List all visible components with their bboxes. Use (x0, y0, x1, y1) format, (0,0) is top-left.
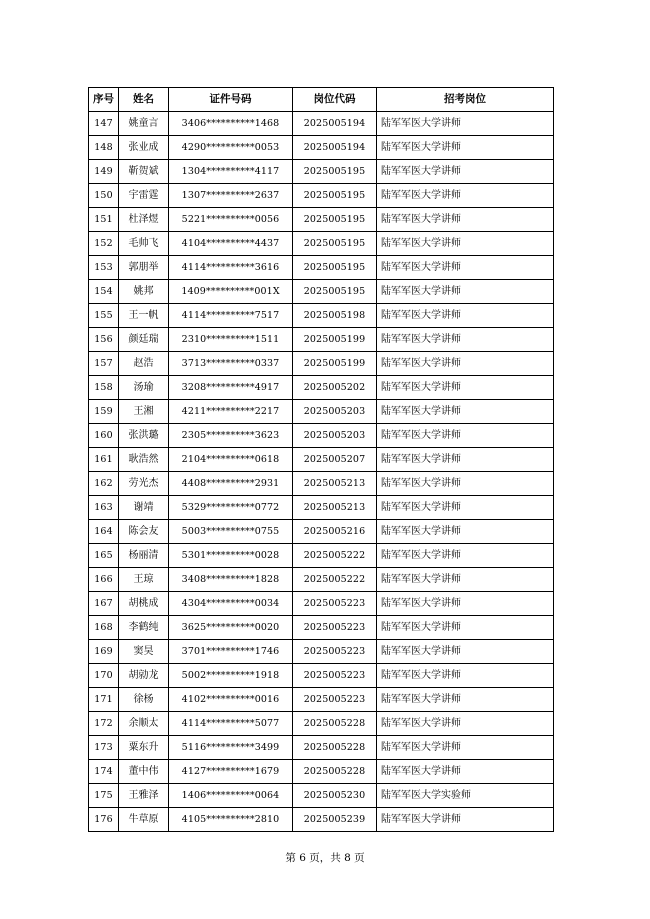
cell-id-number: 4408**********2931 (169, 472, 293, 496)
cell-name: 王琼 (119, 568, 169, 592)
cell-name: 王雅泽 (119, 784, 169, 808)
cell-post-code: 2025005216 (293, 520, 377, 544)
cell-seq: 152 (89, 232, 119, 256)
cell-seq: 151 (89, 208, 119, 232)
cell-post-code: 2025005223 (293, 616, 377, 640)
cell-name: 汤瑜 (119, 376, 169, 400)
cell-post: 陆军军医大学讲师 (377, 280, 554, 304)
cell-post-code: 2025005199 (293, 328, 377, 352)
cell-post: 陆军军医大学讲师 (377, 304, 554, 328)
cell-name: 毛帅飞 (119, 232, 169, 256)
cell-post-code: 2025005195 (293, 280, 377, 304)
cell-seq: 147 (89, 112, 119, 136)
table-row (89, 496, 554, 520)
table-row (89, 544, 554, 568)
cell-post-code: 2025005223 (293, 688, 377, 712)
cell-post: 陆军军医大学讲师 (377, 664, 554, 688)
cell-seq: 161 (89, 448, 119, 472)
table-row (89, 688, 554, 712)
table-row (89, 424, 554, 448)
cell-name: 窦昊 (119, 640, 169, 664)
cell-post: 陆军军医大学讲师 (377, 736, 554, 760)
cell-id-number: 1307**********2637 (169, 184, 293, 208)
cell-post: 陆军军医大学讲师 (377, 448, 554, 472)
table-row (89, 712, 554, 736)
cell-seq: 162 (89, 472, 119, 496)
cell-post-code: 2025005207 (293, 448, 377, 472)
cell-id-number: 4114**********5077 (169, 712, 293, 736)
cell-post: 陆军军医大学讲师 (377, 232, 554, 256)
cell-post: 陆军军医大学讲师 (377, 640, 554, 664)
table-row (89, 112, 554, 136)
cell-post-code: 2025005195 (293, 232, 377, 256)
cell-name: 赵浩 (119, 352, 169, 376)
cell-post-code: 2025005228 (293, 736, 377, 760)
cell-post: 陆军军医大学讲师 (377, 352, 554, 376)
cell-post: 陆军军医大学讲师 (377, 520, 554, 544)
cell-post-code: 2025005195 (293, 208, 377, 232)
cell-seq: 163 (89, 496, 119, 520)
table-row (89, 376, 554, 400)
cell-post-code: 2025005203 (293, 400, 377, 424)
cell-post-code: 2025005230 (293, 784, 377, 808)
table-row (89, 592, 554, 616)
cell-name: 杨丽清 (119, 544, 169, 568)
header-name: 姓名 (119, 88, 169, 112)
table-row (89, 472, 554, 496)
table-row (89, 352, 554, 376)
candidate-table (88, 87, 554, 832)
cell-post: 陆军军医大学讲师 (377, 400, 554, 424)
cell-name: 郭朋举 (119, 256, 169, 280)
table-row (89, 328, 554, 352)
cell-name: 姚邦 (119, 280, 169, 304)
table-row (89, 616, 554, 640)
cell-post-code: 2025005213 (293, 472, 377, 496)
table-row (89, 184, 554, 208)
cell-post-code: 2025005198 (293, 304, 377, 328)
cell-post-code: 2025005223 (293, 592, 377, 616)
page-number-text: 第 6 页，共 8 页 (285, 852, 365, 864)
cell-post: 陆军军医大学讲师 (377, 256, 554, 280)
cell-post: 陆军军医大学讲师 (377, 424, 554, 448)
cell-post-code: 2025005202 (293, 376, 377, 400)
cell-id-number: 5002**********1918 (169, 664, 293, 688)
cell-seq: 150 (89, 184, 119, 208)
cell-post-code: 2025005195 (293, 256, 377, 280)
cell-post-code: 2025005223 (293, 664, 377, 688)
cell-id-number: 5301**********0028 (169, 544, 293, 568)
cell-post-code: 2025005195 (293, 184, 377, 208)
table-row (89, 784, 554, 808)
cell-id-number: 1406**********0064 (169, 784, 293, 808)
table-body (89, 112, 554, 832)
cell-seq: 167 (89, 592, 119, 616)
table-row (89, 400, 554, 424)
table-row (89, 664, 554, 688)
cell-name: 粟东升 (119, 736, 169, 760)
cell-name: 李鹤纯 (119, 616, 169, 640)
cell-seq: 149 (89, 160, 119, 184)
cell-name: 王一帆 (119, 304, 169, 328)
cell-seq: 154 (89, 280, 119, 304)
cell-seq: 164 (89, 520, 119, 544)
table-row (89, 520, 554, 544)
cell-name: 王湘 (119, 400, 169, 424)
cell-post-code: 2025005222 (293, 544, 377, 568)
table-row (89, 256, 554, 280)
cell-seq: 148 (89, 136, 119, 160)
cell-seq: 170 (89, 664, 119, 688)
cell-id-number: 1409**********001X (169, 280, 293, 304)
cell-post: 陆军军医大学讲师 (377, 160, 554, 184)
cell-name: 宇雷霆 (119, 184, 169, 208)
cell-name: 劳光杰 (119, 472, 169, 496)
cell-seq: 174 (89, 760, 119, 784)
cell-seq: 165 (89, 544, 119, 568)
cell-post-code: 2025005194 (293, 136, 377, 160)
cell-id-number: 3701**********1746 (169, 640, 293, 664)
cell-name: 牛草原 (119, 808, 169, 832)
table-row (89, 736, 554, 760)
cell-id-number: 4102**********0016 (169, 688, 293, 712)
table-row (89, 136, 554, 160)
cell-seq: 160 (89, 424, 119, 448)
cell-post-code: 2025005213 (293, 496, 377, 520)
cell-post-code: 2025005222 (293, 568, 377, 592)
cell-id-number: 4104**********4437 (169, 232, 293, 256)
cell-post: 陆军军医大学讲师 (377, 472, 554, 496)
cell-seq: 158 (89, 376, 119, 400)
cell-post: 陆军军医大学讲师 (377, 544, 554, 568)
page-footer (0, 850, 650, 865)
cell-seq: 173 (89, 736, 119, 760)
cell-id-number: 2305**********3623 (169, 424, 293, 448)
cell-id-number: 5329**********0772 (169, 496, 293, 520)
table-row (89, 760, 554, 784)
cell-id-number: 3713**********0337 (169, 352, 293, 376)
cell-name: 杜泽煜 (119, 208, 169, 232)
cell-post-code: 2025005194 (293, 112, 377, 136)
cell-name: 谢靖 (119, 496, 169, 520)
cell-post: 陆军军医大学讲师 (377, 712, 554, 736)
cell-seq: 175 (89, 784, 119, 808)
cell-post-code: 2025005203 (293, 424, 377, 448)
cell-id-number: 4114**********7517 (169, 304, 293, 328)
cell-name: 张洪璐 (119, 424, 169, 448)
cell-post: 陆军军医大学讲师 (377, 592, 554, 616)
cell-post: 陆军军医大学讲师 (377, 184, 554, 208)
cell-post-code: 2025005195 (293, 160, 377, 184)
cell-post-code: 2025005228 (293, 760, 377, 784)
cell-id-number: 4127**********1679 (169, 760, 293, 784)
cell-id-number: 2104**********0618 (169, 448, 293, 472)
cell-name: 徐杨 (119, 688, 169, 712)
table-row (89, 640, 554, 664)
cell-name: 张业成 (119, 136, 169, 160)
cell-id-number: 2310**********1511 (169, 328, 293, 352)
cell-post: 陆军军医大学讲师 (377, 808, 554, 832)
cell-id-number: 4114**********3616 (169, 256, 293, 280)
cell-name: 董中伟 (119, 760, 169, 784)
cell-id-number: 4304**********0034 (169, 592, 293, 616)
cell-post: 陆军军医大学讲师 (377, 112, 554, 136)
header-row (89, 88, 554, 112)
cell-post: 陆军军医大学讲师 (377, 616, 554, 640)
table-row (89, 280, 554, 304)
cell-name: 胡勍龙 (119, 664, 169, 688)
header-id-number: 证件号码 (169, 88, 293, 112)
header-post: 招考岗位 (377, 88, 554, 112)
cell-seq: 172 (89, 712, 119, 736)
cell-id-number: 4211**********2217 (169, 400, 293, 424)
cell-post: 陆军军医大学讲师 (377, 208, 554, 232)
cell-name: 余顺太 (119, 712, 169, 736)
cell-id-number: 3408**********1828 (169, 568, 293, 592)
cell-post: 陆军军医大学讲师 (377, 568, 554, 592)
cell-seq: 176 (89, 808, 119, 832)
header-post-code: 岗位代码 (293, 88, 377, 112)
cell-seq: 169 (89, 640, 119, 664)
cell-id-number: 3406**********1468 (169, 112, 293, 136)
cell-id-number: 3625**********0020 (169, 616, 293, 640)
table-row (89, 448, 554, 472)
cell-id-number: 5116**********3499 (169, 736, 293, 760)
cell-name: 陈会友 (119, 520, 169, 544)
cell-name: 姚童言 (119, 112, 169, 136)
table-row (89, 808, 554, 832)
cell-post: 陆军军医大学讲师 (377, 328, 554, 352)
table-row (89, 160, 554, 184)
cell-post-code: 2025005228 (293, 712, 377, 736)
table-row (89, 232, 554, 256)
cell-name: 胡桃成 (119, 592, 169, 616)
header-seq: 序号 (89, 88, 119, 112)
table-row (89, 208, 554, 232)
table-header (89, 88, 554, 112)
cell-id-number: 3208**********4917 (169, 376, 293, 400)
cell-seq: 166 (89, 568, 119, 592)
cell-id-number: 4290**********0053 (169, 136, 293, 160)
cell-name: 耿浩然 (119, 448, 169, 472)
cell-seq: 157 (89, 352, 119, 376)
cell-id-number: 5003**********0755 (169, 520, 293, 544)
table-row (89, 568, 554, 592)
cell-name: 颜廷瑞 (119, 328, 169, 352)
cell-name: 靳贺斌 (119, 160, 169, 184)
cell-seq: 171 (89, 688, 119, 712)
cell-seq: 159 (89, 400, 119, 424)
cell-post: 陆军军医大学实验师 (377, 784, 554, 808)
cell-id-number: 4105**********2810 (169, 808, 293, 832)
cell-post: 陆军军医大学讲师 (377, 376, 554, 400)
cell-id-number: 5221**********0056 (169, 208, 293, 232)
cell-post: 陆军军医大学讲师 (377, 688, 554, 712)
cell-seq: 153 (89, 256, 119, 280)
cell-post: 陆军军医大学讲师 (377, 760, 554, 784)
cell-seq: 155 (89, 304, 119, 328)
cell-post-code: 2025005239 (293, 808, 377, 832)
cell-seq: 156 (89, 328, 119, 352)
cell-post: 陆军军医大学讲师 (377, 136, 554, 160)
cell-post-code: 2025005199 (293, 352, 377, 376)
cell-seq: 168 (89, 616, 119, 640)
cell-id-number: 1304**********4117 (169, 160, 293, 184)
cell-post-code: 2025005223 (293, 640, 377, 664)
table-row (89, 304, 554, 328)
cell-post: 陆军军医大学讲师 (377, 496, 554, 520)
